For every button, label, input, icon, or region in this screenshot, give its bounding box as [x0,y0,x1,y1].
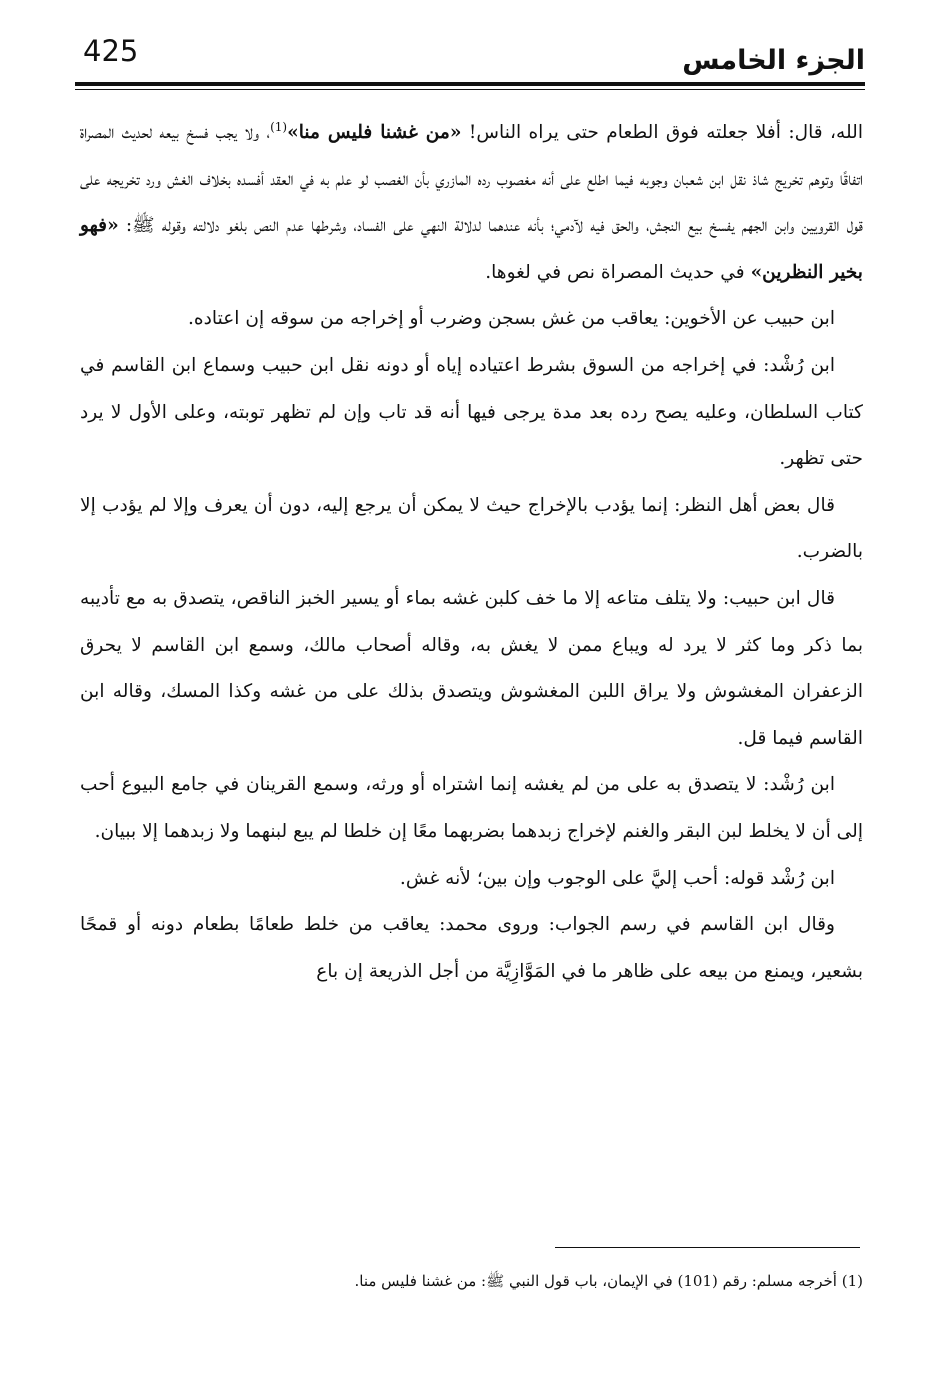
paragraph-6: ابن رُشْد: لا يتصدق به على من لم يغشه إنما اشتراه أو ورثه، وسمع القرينان في جامع البيوع أحب إلى أن لا يخلط لبن البقر والغنم لإخراج زبدهما بضربهما معًا إن خلطا لم يبع لبنهما ولا زبدهما إلا ببيان. [80,774,863,842]
paragraph-1-part-a: الله، قال: أفلا جعلته فوق الطعام حتى يراه الناس! [461,122,863,143]
paragraph-1-part-c: في حديث المصراة نص في لغوها. [485,261,751,283]
chapter-title: الجزء الخامس [682,45,865,76]
paragraph-1 [80,110,863,296]
header-rule-thick [75,82,865,86]
paragraph-3: ابن رُشْد: في إخراجه من السوق بشرط اعتياده إياه أو دونه نقل ابن حبيب وسماع ابن القاسم في كتاب السلطان، وعليه يصح رده بعد مدة يرجى فيها أنه قد تاب وإن لم تظهر توبته، وعلى الأول لا يرد حتى تظهر. [80,354,863,470]
hadith-quote-2: «فهو بخير النظرين» [80,215,863,283]
paragraph-2: ابن حبيب عن الأخوين: يعاقب من غش بسجن وضرب أو إخراجه من سوقه إن اعتاده. [187,308,835,330]
paragraph-4: قال بعض أهل النظر: إنما يؤدب بالإخراج حيث لا يمكن أن يرجع إليه، دون أن يعرف وإلا لم يؤدب إلا بالضرب. [80,494,863,563]
footnote-reference: (1) [270,119,288,134]
page-header [75,28,865,80]
paragraph-7: ابن رُشْد قوله: أحب إليَّ على الوجوب وإن بين؛ لأنه غش. [399,867,835,889]
paragraph-1-part-b: ، ولا يجب فسخ بيعه لحديث المصراة اتفاقًا وتوهم تخريج شاذ نقل ابن شعبان وجوبه فيما اطلع على أنه مغصوب رده المازري بأن الغصب لو علم به في العقد أفسده بخلاف الغش ورد تخريجه على قول القرويين وابن الجهم يفسخ بيع النجش، والحق فيه لآدمي؛ بأنه عندهما لدلالة النهي على الفساد، وشرطها عدم النص بلغو دلالته وقوله ﷺ: [80,122,863,237]
page-number: 425 [83,34,139,68]
hadith-quote: «من غشنا فليس منا» [287,122,462,143]
main-text [80,110,863,995]
header-rule-thin [75,89,865,90]
paragraph-8: وقال ابن القاسم في رسم الجواب: وروى محمد: يعاقب من خلط طعامًا بطعام دونه أو قمحًا بشعير، ويمنع من بيعه على ظاهر ما في المَوَّازِيَّة من أجل الذريعة إن باع [80,914,863,982]
footnote-separator [555,1247,860,1248]
footnote: (1) أخرجه مسلم: رقم (101) في الإيمان، باب قول النبي ﷺ: من غشنا فليس منا. [354,1272,863,1290]
paragraph-5: قال ابن حبيب: ولا يتلف متاعه إلا ما خف كلبن غشه بماء أو يسير الخبز الناقص، يتصدق به مع تأديبه بما ذكر وما كثر لا يرد له ويباع ممن لا يغش به، وقاله أصحاب مالك، وسمع ابن القاسم لا يحرق الزعفران المغشوش ولا يراق اللبن المغشوش ويتصدق بذلك على من غشه وكذا المسك، وقاله ابن القاسم فيما قل. [80,587,863,749]
